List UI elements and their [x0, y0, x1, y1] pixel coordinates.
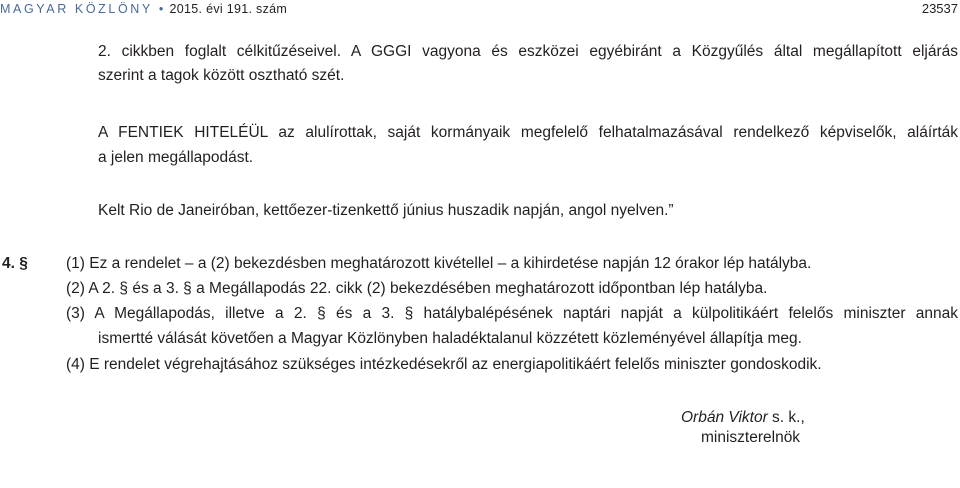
section-sign: § [19, 255, 28, 272]
page-header [0, 0, 960, 20]
signature-title: miniszterelnök [701, 429, 801, 446]
subsection-3-line-1: (3) A Megállapodás, illetve a 2. § és a 3. § hatálybalépésének naptári napját a külpolitikáért felelős miniszter annak [66, 305, 958, 322]
separator-dot: • [158, 2, 164, 16]
paragraph-2-line-2: a jelen megállapodást. [98, 149, 254, 166]
paragraph-2-line-1: A FENTIEK HITELÉÜL az alulírottak, saját kormányaik megfelelő felhatalmazásával rendelkező képviselők, aláírták [98, 124, 958, 141]
section-number [2, 254, 28, 274]
subsection-4: (4) E rendelet végrehajtásához szükséges intézkedésekről az energiapolitikáért felelős miniszter gondoskodik. [66, 356, 822, 373]
subsection-3-line-2: ismertté válását követően a Magyar Közlönyben haladéktalanul közzétett közleményével állapítja meg. [98, 330, 802, 347]
journal-title: MAGYAR KÖZLÖNY [0, 2, 153, 16]
journal-info [0, 2, 287, 16]
signature-name-line [681, 408, 805, 428]
paragraph-3: Kelt Rio de Janeiróban, kettőezer-tizenkettő június huszadik napján, angol nyelven.” [98, 202, 674, 219]
signature-suffix: s. k., [767, 409, 805, 426]
paragraph-1-line-1: 2. cikkben foglalt célkitűzéseivel. A GGGI vagyona és eszközei egyébiránt a Közgyűlés által megállapított eljárás [98, 43, 958, 60]
subsection-2: (2) A 2. § és a 3. § a Megállapodás 22. cikk (2) bekezdésében meghatározott időpontban lép hatályba. [66, 280, 768, 297]
page-number: 23537 [921, 1, 958, 16]
paragraph-1-line-2: szerint a tagok között osztható szét. [98, 67, 345, 84]
issue-number: 2015. évi 191. szám [169, 2, 288, 16]
signature-name: Orbán Viktor [681, 409, 768, 426]
subsection-1: (1) Ez a rendelet – a (2) bekezdésben meghatározott kivétellel – a kihirdetése napján 12 órakor lép hatályba. [66, 255, 812, 272]
section-num: 4. [2, 255, 15, 272]
